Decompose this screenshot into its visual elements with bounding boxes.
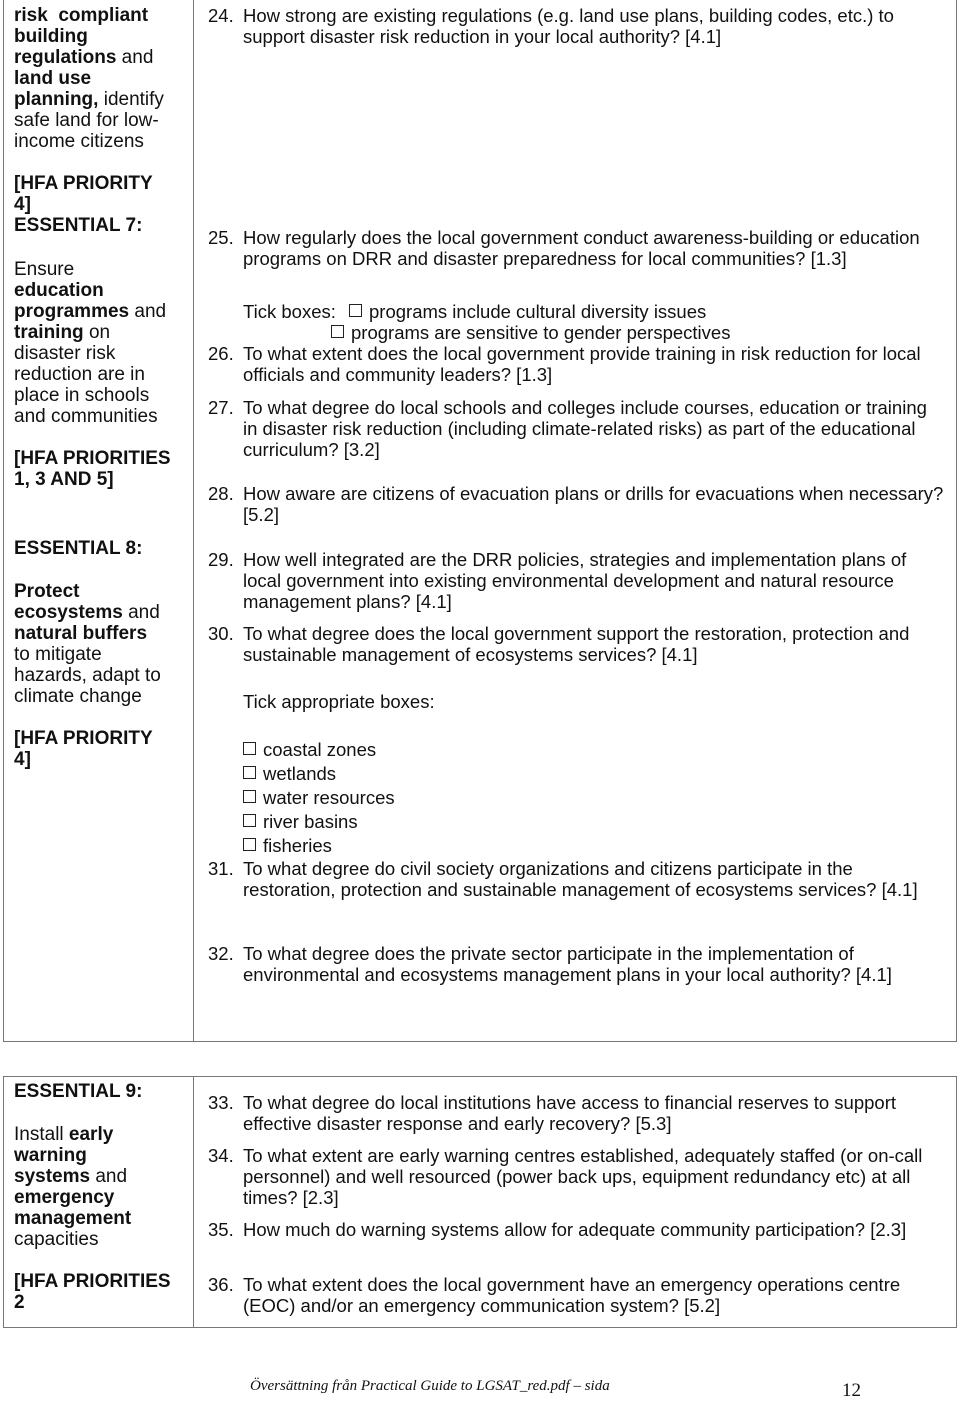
hfa-priority-6: [HFA PRIORITY 4]	[14, 173, 153, 215]
checkbox[interactable]	[243, 838, 256, 851]
option-label: fisheries	[263, 835, 332, 856]
option-label: river basins	[263, 811, 358, 832]
bold-text: planning,	[14, 89, 99, 110]
text-line	[14, 602, 192, 623]
question-36	[208, 1274, 946, 1316]
plain-text: disaster risk	[14, 343, 116, 364]
text-line	[14, 280, 192, 301]
question-28	[208, 483, 946, 525]
question-text: How regularly does the local government conduct awareness-building or education programs on DRR and disaster preparedness for local communities? [1.3]	[243, 227, 920, 269]
text-line	[14, 89, 192, 110]
checkbox[interactable]	[349, 304, 362, 317]
bold-text: training	[14, 322, 84, 343]
text-line	[14, 1208, 192, 1229]
plain-text: capacities	[14, 1229, 99, 1250]
bold-text: early	[68, 1124, 114, 1145]
essential-7-description	[14, 259, 192, 427]
question-29	[208, 549, 946, 612]
plain-text: reduction are in	[14, 364, 145, 385]
bold-text: emergency	[14, 1187, 115, 1208]
question-number: 31.	[208, 858, 234, 879]
text-line	[14, 1145, 192, 1166]
text-line	[14, 364, 192, 385]
page-number: 12	[842, 1380, 861, 1401]
essentials-column	[4, 1077, 194, 1327]
checkbox[interactable]	[331, 325, 344, 338]
bold-text: risk compliant	[14, 5, 149, 26]
essential-6-description	[14, 5, 192, 152]
footer-text: Översättning från Practical Guide to LGSAT_red.pdf – sida	[250, 1378, 610, 1394]
option-wetlands	[243, 763, 336, 784]
question-number: 29.	[208, 549, 234, 570]
plain-text: income citizens	[14, 131, 144, 152]
plain-text: and	[116, 47, 154, 68]
bold-text: natural buffers	[14, 623, 148, 644]
tick-label: Tick boxes:	[243, 301, 336, 322]
plain-text: hazards, adapt to	[14, 665, 161, 686]
option-fisheries	[243, 835, 332, 856]
plain-text: place in schools	[14, 385, 150, 406]
option-water-resources	[243, 787, 395, 808]
checkbox[interactable]	[243, 814, 256, 827]
text-line	[14, 644, 192, 665]
option-label: water resources	[263, 787, 395, 808]
question-text: How well integrated are the DRR policies, strategies and implementation plans of local government into existing environmental development and natural resource management plans? [4.1]	[243, 549, 907, 612]
plain-text: Install	[14, 1124, 69, 1145]
text-line	[14, 343, 192, 364]
questions-column	[194, 1077, 956, 1327]
question-text: How much do warning systems allow for adequate community participation? [2.3]	[243, 1219, 907, 1240]
bold-text: management	[14, 1208, 132, 1229]
bold-text: Protect	[14, 581, 80, 602]
question-30	[208, 623, 946, 665]
question-number: 25.	[208, 227, 234, 248]
text-line	[14, 26, 192, 47]
essential-7-title: ESSENTIAL 7:	[14, 215, 143, 236]
question-text: To what degree does the private sector participate in the implementation of environmental and ecosystems management plans in your local authority? [4.1]	[243, 943, 892, 985]
question-text: To what degree do local institutions have access to financial reserves to support effective disaster response and early recovery? [5.3]	[243, 1092, 897, 1134]
text-line	[14, 1166, 192, 1187]
checkbox[interactable]	[243, 742, 256, 755]
plain-text: and communities	[14, 406, 158, 427]
plain-text: climate change	[14, 686, 142, 707]
question-number: 27.	[208, 397, 234, 418]
text-line	[14, 131, 192, 152]
bold-text: warning	[14, 1145, 87, 1166]
text-line	[14, 385, 192, 406]
question-number: 24.	[208, 5, 234, 26]
bold-text: education	[14, 280, 104, 301]
bold-text: ecosystems	[14, 602, 123, 623]
question-text: To what degree do local schools and colleges include courses, education or training in disaster risk reduction (including climate-related risks) as part of the educational curriculum? [3.2]	[243, 397, 927, 460]
q30-tick-label: Tick appropriate boxes:	[243, 691, 435, 712]
bold-text: land use	[14, 68, 92, 89]
question-text: To what extent are early warning centres established, adequately staffed (or on-call personnel) and well resourced (power back ups, equipment redundancy etc) at all times? [2.3]	[243, 1145, 923, 1208]
question-number: 34.	[208, 1145, 234, 1166]
plain-text: Ensure	[14, 259, 75, 280]
question-32	[208, 943, 946, 985]
option-label: coastal zones	[263, 739, 377, 760]
question-24	[208, 5, 946, 47]
text-line	[14, 1124, 192, 1145]
text-line	[14, 301, 192, 322]
question-number: 32.	[208, 943, 234, 964]
question-text: To what degree do civil society organizations and citizens participate in the restoration, protection and sustainable management of ecosystems services? [4.1]	[243, 858, 918, 900]
question-31	[208, 858, 946, 900]
text-line	[14, 665, 192, 686]
essential-9-description	[14, 1124, 192, 1250]
question-text: To what degree does the local government support the restoration, protection and sustainable management of ecosystems services? [4.1]	[243, 623, 910, 665]
question-27	[208, 397, 946, 460]
essential-8-description	[14, 581, 192, 707]
question-number: 36.	[208, 1274, 234, 1295]
question-35	[208, 1219, 946, 1240]
text-line	[14, 686, 192, 707]
question-number: 35.	[208, 1219, 234, 1240]
bold-text: regulations	[14, 47, 117, 68]
text-line	[14, 581, 192, 602]
plain-text: and	[129, 301, 167, 322]
questions-column	[194, 0, 956, 1041]
question-number: 30.	[208, 623, 234, 644]
option-coastal-zones	[243, 739, 376, 760]
question-26	[208, 343, 946, 385]
bold-text: building	[14, 26, 88, 47]
essentials-column	[4, 0, 194, 1041]
text-line	[14, 1187, 192, 1208]
essential-8-title: ESSENTIAL 8:	[14, 538, 143, 559]
question-text: To what extent does the local government have an emergency operations centre (EOC) and/or an emergency communication system? [5.2]	[243, 1274, 901, 1316]
question-number: 26.	[208, 343, 234, 364]
hfa-priority-8: [HFA PRIORITY 4]	[14, 728, 153, 770]
text-line	[14, 5, 192, 26]
checkbox-label: programs include cultural diversity issues	[369, 301, 707, 322]
question-34	[208, 1145, 946, 1208]
hfa-priority-9: [HFA PRIORITIES 2	[14, 1271, 171, 1313]
option-label: wetlands	[263, 763, 337, 784]
table-section-essential-9	[3, 1076, 957, 1328]
plain-text: to mitigate	[14, 644, 102, 665]
bold-text: programmes	[14, 301, 130, 322]
plain-text: safe land for low-	[14, 110, 159, 131]
q25-tick-row-2	[331, 322, 730, 343]
question-text: How strong are existing regulations (e.g. land use plans, building codes, etc.) to support disaster risk reduction in your local authority? [4.1]	[243, 5, 894, 47]
plain-text: identify	[98, 89, 164, 110]
table-section-essentials-6-8	[3, 0, 957, 1042]
question-text: To what extent does the local government provide training in risk reduction for local officials and community leaders? [1.3]	[243, 343, 921, 385]
text-line	[14, 110, 192, 131]
text-line	[14, 322, 192, 343]
text-line	[14, 259, 192, 280]
hfa-priority-7: [HFA PRIORITIES 1, 3 AND 5]	[14, 448, 171, 490]
question-text: How aware are citizens of evacuation plans or drills for evacuations when necessary? [5.2]	[243, 483, 944, 525]
text-line	[14, 1229, 192, 1250]
question-number: 33.	[208, 1092, 234, 1113]
q25-tick-row-1	[243, 301, 706, 322]
bold-text: systems	[14, 1166, 91, 1187]
text-line	[14, 623, 192, 644]
text-line	[14, 47, 192, 68]
essential-9-title: ESSENTIAL 9:	[14, 1081, 143, 1102]
question-33	[208, 1092, 946, 1134]
plain-text: and	[90, 1166, 128, 1187]
plain-text: on	[83, 322, 111, 343]
checkbox[interactable]	[243, 766, 256, 779]
question-25	[208, 227, 946, 269]
question-number: 28.	[208, 483, 234, 504]
checkbox-label: programs are sensitive to gender perspectives	[351, 322, 731, 343]
text-line	[14, 406, 192, 427]
checkbox[interactable]	[243, 790, 256, 803]
plain-text: and	[122, 602, 160, 623]
option-river-basins	[243, 811, 358, 832]
text-line	[14, 68, 192, 89]
